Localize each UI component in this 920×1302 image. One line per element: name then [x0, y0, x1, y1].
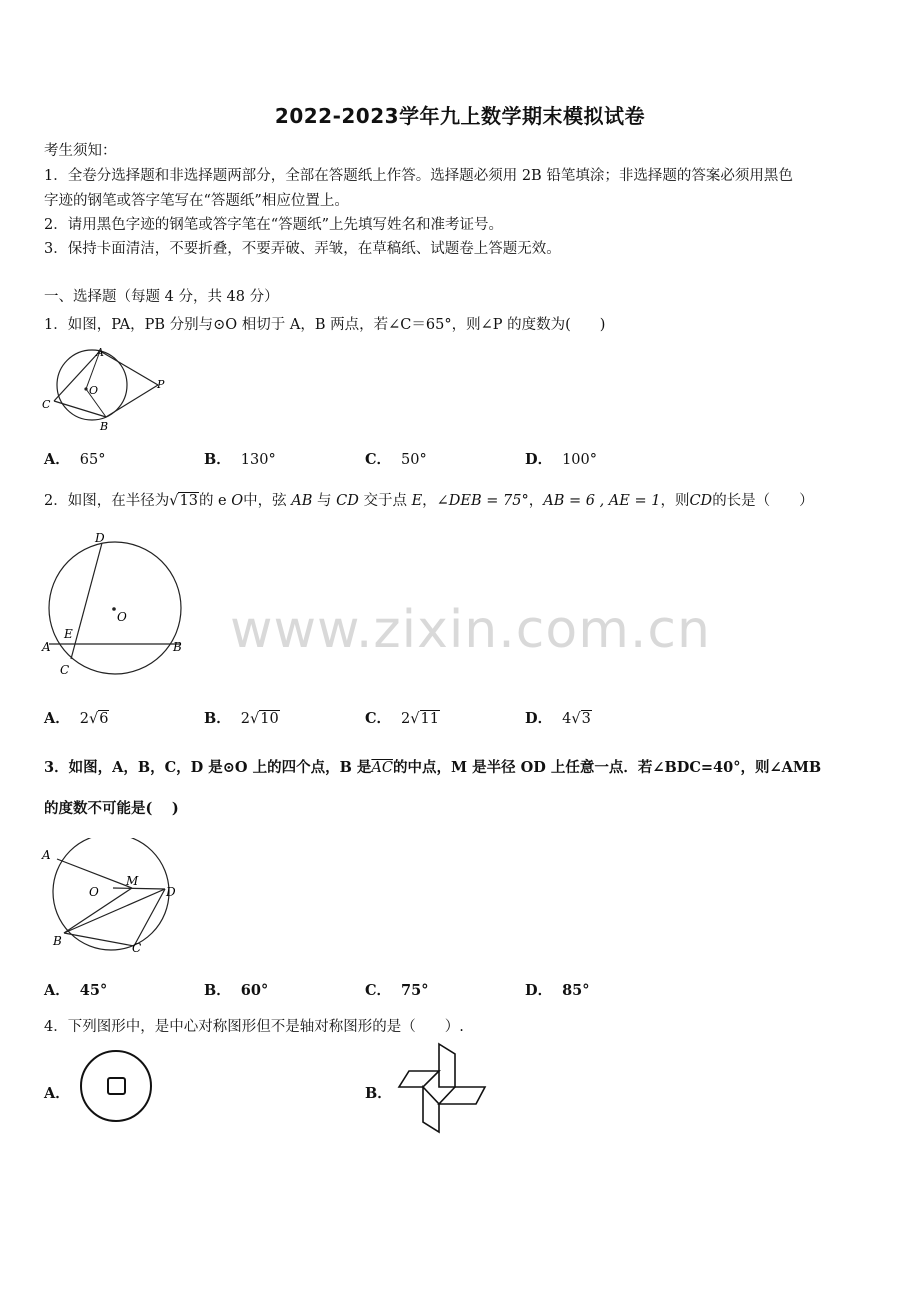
notice-heading: 考生须知：	[44, 143, 117, 159]
q3-label-d: D	[166, 885, 176, 899]
q2-figure	[38, 528, 193, 683]
page-title: 2022-2023学年九上数学期末模拟试卷	[274, 104, 646, 128]
q1-label-a: A	[96, 346, 104, 359]
q1-label-o: O	[89, 384, 99, 397]
q2-label-b: B	[173, 640, 182, 654]
q3-option-c[interactable]: C． 75°	[365, 982, 429, 999]
q3-label-m: M	[126, 874, 139, 888]
q1-option-a[interactable]: A． 65°	[44, 451, 106, 468]
q3-option-d[interactable]: D． 85°	[525, 982, 590, 999]
q2-option-c[interactable]: C． 2√11	[365, 710, 439, 727]
notice-line-1b: 字迹的钢笔或答字笔写在“答题纸”相应位置上。	[44, 193, 349, 209]
q2-label-a: A	[42, 640, 51, 654]
q3-figure	[38, 838, 188, 963]
q2-option-b[interactable]: B． 2√10	[204, 710, 279, 727]
notice-line-2: 2．请用黑色字迹的钢笔或答字笔在“答题纸”上先填写姓名和准考证号。	[44, 217, 504, 233]
q3-option-b[interactable]: B． 60°	[204, 982, 269, 999]
q3-label-a: A	[42, 848, 51, 862]
q2-label-d: D	[95, 531, 105, 545]
q1-text: 1．如图，PA，PB 分别与⊙O 相切于 A，B 两点，若∠C＝65°，则∠P 的度数为( )	[44, 317, 606, 333]
notice-line-3: 3．保持卡面清洁，不要折叠，不要弄破、弄皱，在草稿纸、试题卷上答题无效。	[44, 241, 561, 257]
q2-option-a[interactable]: A． 2√6	[44, 710, 109, 727]
q2-label-e: E	[64, 627, 73, 641]
q3-label-c: C	[132, 941, 142, 955]
q1-option-c[interactable]: C． 50°	[365, 451, 427, 468]
q3-text: 3．如图，A，B，C，D 是⊙O 上的四个点，B 是$\overline{AC}$的中点，M 是半径 OD 上任意一点．若∠BDC=40°，则∠AMB	[44, 759, 822, 776]
q2-label-c: C	[60, 663, 70, 677]
q3-label-b: B	[53, 934, 62, 948]
q3-text-line2: 的度数不可能是( )	[44, 800, 179, 817]
q2-label-o: O	[117, 610, 127, 624]
q1-option-b[interactable]: B． 130°	[204, 451, 276, 468]
notice-line-1a: 1．全卷分选择题和非选择题两部分，全部在答题纸上作答。选择题必须用 2B 铅笔填涂；非选择题的答案必须用黑色	[44, 168, 793, 184]
coin-shape-icon	[78, 1049, 158, 1125]
q1-label-b: B	[100, 420, 109, 433]
watermark: www.zixin.com.cn	[230, 600, 711, 660]
q2-text: 2．如图，在半径为√13的 e O中，弦 AB 与 CD 交于点 E，∠DEB = 75°，AB = 6 , AE = 1，则CD的长是（ ）	[44, 493, 814, 509]
q4-text: 4．下列图形中，是中心对称图形但不是轴对称图形的是（ ）.	[44, 1019, 464, 1035]
q4-option-a[interactable]: A．	[44, 1085, 70, 1102]
q1-figure	[40, 345, 175, 435]
q1-label-p: P	[157, 378, 165, 391]
q1-label-c: C	[42, 398, 51, 411]
q3-label-o: O	[89, 885, 99, 899]
q4-option-b[interactable]: B．	[365, 1085, 392, 1102]
section-heading: 一、选择题（每题 4 分，共 48 分）	[44, 289, 279, 305]
q2-option-d[interactable]: D． 4√3	[525, 710, 591, 727]
q3-option-a[interactable]: A． 45°	[44, 982, 108, 999]
q1-option-d[interactable]: D． 100°	[525, 451, 598, 468]
pinwheel-shape-icon	[395, 1040, 490, 1136]
